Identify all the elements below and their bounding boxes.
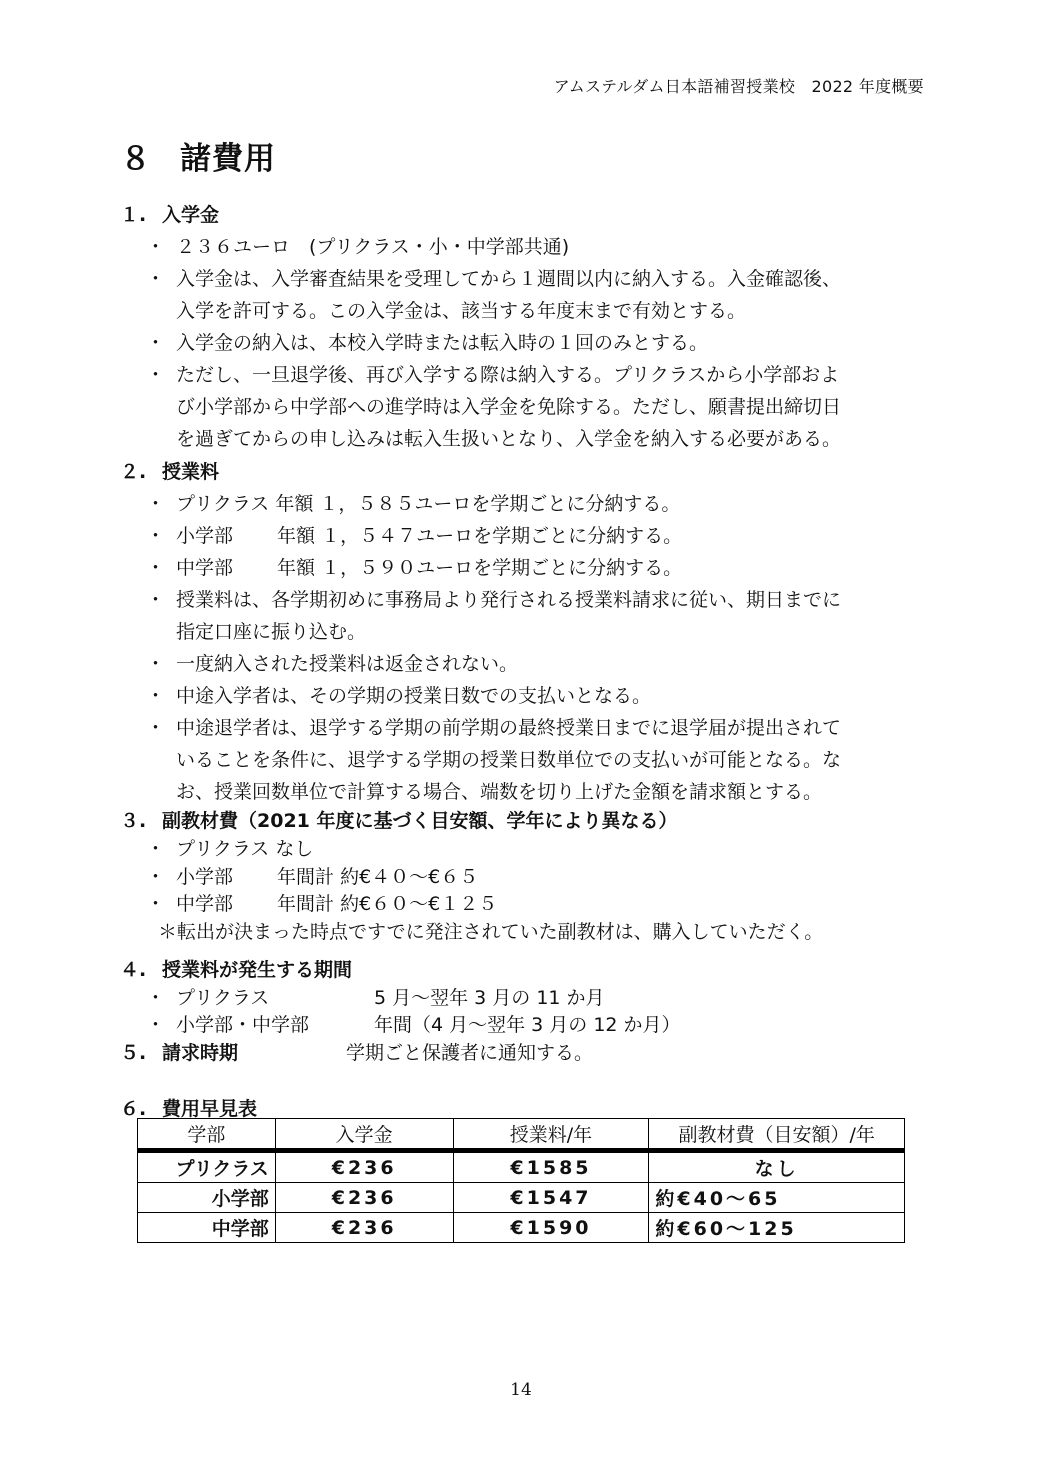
- table-cell: €1547: [453, 1183, 649, 1213]
- table-cell: €236: [275, 1183, 453, 1213]
- section-heading-1: １. 入学金: [120, 204, 220, 226]
- table-header-row: [138, 1119, 905, 1151]
- table-cell: €1590: [453, 1213, 649, 1243]
- list-item: ・ 授業料は、各学期初めに事務局より発行される授業料請求に従い、期日までに: [146, 589, 842, 611]
- table-cell: 中学部: [138, 1213, 276, 1243]
- note: ＊転出が決まった時点ですでに発注されていた副教材は、購入していただく。: [158, 921, 824, 943]
- table-cell: €236: [275, 1151, 453, 1183]
- section-heading-6: ６. 費用早見表: [120, 1098, 258, 1120]
- list-item: ・ プリクラス 年額 １，５８５ユーロを学期ごとに分納する。: [146, 493, 681, 515]
- section-heading-2: ２. 授業料: [120, 461, 220, 483]
- section-heading-4: ４. 授業料が発生する期間: [120, 959, 353, 981]
- chapter-title: [120, 133, 276, 178]
- table-row: [138, 1151, 905, 1183]
- table-cell: €1585: [453, 1151, 649, 1183]
- list-item: ・ ただし、一旦退学後、再び入学する際は納入する。プリクラスから小学部およ: [146, 364, 840, 386]
- list-item-continuation: 指定口座に振り込む。: [176, 621, 367, 643]
- list-item: ・ 小学部 年額 １，５４７ユーロを学期ごとに分納する。: [146, 525, 683, 547]
- list-item-continuation: 入学を許可する。この入学金は、該当する年度末まで有効とする。: [176, 300, 747, 322]
- period-value: 年間（4 月～翌年 3 月の 12 か月）: [374, 1014, 681, 1036]
- page-number: 14: [510, 1380, 532, 1400]
- table-header-cell: 授業料/年: [453, 1119, 649, 1151]
- running-header: アムステルダム日本語補習授業校 2022 年度概要: [553, 77, 924, 96]
- list-item: ・ 中学部 年間計 約€６０～€１２５: [146, 893, 498, 915]
- list-item: ・ プリクラス なし: [146, 838, 314, 860]
- list-item-continuation: び小学部から中学部への進学時は入学金を免除する。ただし、願書提出締切日: [176, 396, 842, 418]
- list-item: ・ 小学部・中学部: [146, 1014, 310, 1036]
- table-cell: 小学部: [138, 1183, 276, 1213]
- list-item: ・ 中学部 年額 １，５９０ユーロを学期ごとに分納する。: [146, 557, 683, 579]
- table-row: [138, 1183, 905, 1213]
- fee-table: [137, 1118, 905, 1243]
- table-cell: €236: [275, 1213, 453, 1243]
- period-value: 5 月～翌年 3 月の 11 か月: [374, 987, 605, 1009]
- table-cell: プリクラス: [138, 1151, 276, 1183]
- table-header-cell: 副教材費（目安額）/年: [649, 1119, 905, 1151]
- billing-value: 学期ごと保護者に通知する。: [346, 1042, 594, 1064]
- section-heading-5: ５. 請求時期: [120, 1042, 239, 1064]
- table-header-cell: 入学金: [275, 1119, 453, 1151]
- table-header-cell: 学部: [138, 1119, 276, 1151]
- list-item: ・ 入学金は、入学審査結果を受理してから１週間以内に納入する。入金確認後、: [146, 268, 842, 290]
- list-item: ・ 小学部 年間計 約€４０～€６５: [146, 866, 479, 888]
- section-heading-3: ３. 副教材費（2021 年度に基づく目安額、学年により異なる）: [120, 810, 678, 832]
- list-item: ・ 中途退学者は、退学する学期の前学期の最終授業日までに退学届が提出されて: [146, 717, 842, 739]
- table-cell: なし: [649, 1151, 905, 1183]
- list-item: ・ 一度納入された授業料は返金されない。: [146, 653, 519, 675]
- list-item: ・ 入学金の納入は、本校入学時または転入時の１回のみとする。: [146, 332, 709, 354]
- table-row: [138, 1213, 905, 1243]
- list-item-continuation: お、授業回数単位で計算する場合、端数を切り上げた金額を請求額とする。: [176, 781, 823, 803]
- table-cell: 約€60～125: [649, 1213, 905, 1243]
- list-item-continuation: いることを条件に、退学する学期の授業日数単位での支払いが可能となる。な: [176, 749, 842, 771]
- list-item: ・ ２３６ユーロ (プリクラス・小・中学部共通): [146, 236, 570, 258]
- list-item: ・ 中途入学者は、その学期の授業日数での支払いとなる。: [146, 685, 652, 707]
- list-item-continuation: を過ぎてからの申し込みは転入生扱いとなり、入学金を納入する必要がある。: [176, 428, 842, 450]
- list-item: ・ プリクラス: [146, 987, 270, 1009]
- chapter-title-text: 諸費用: [180, 141, 276, 177]
- chapter-number: ８: [120, 141, 152, 177]
- table-cell: 約€40～65: [649, 1183, 905, 1213]
